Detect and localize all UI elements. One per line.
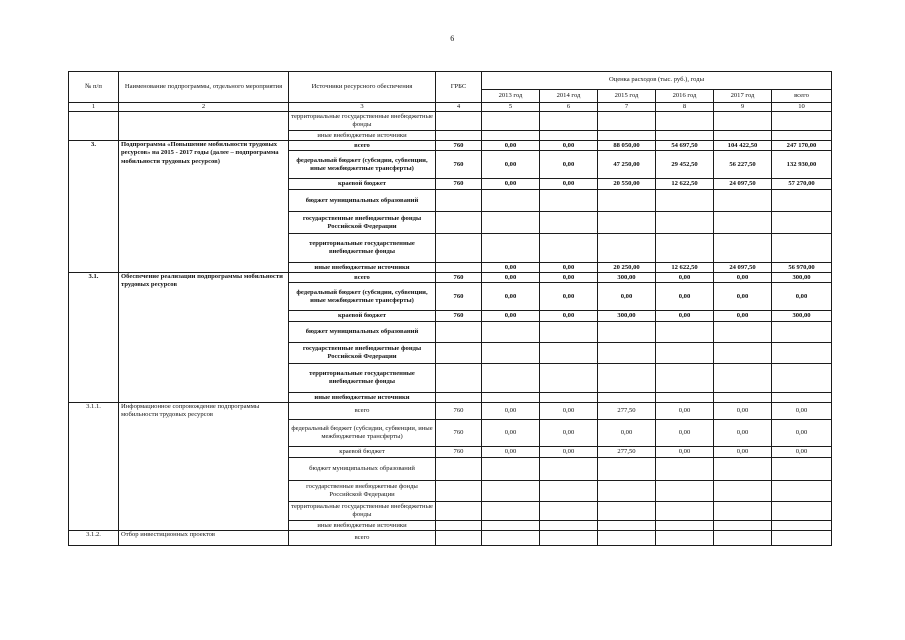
value-cell xyxy=(482,364,540,393)
value-cell: 0,00 xyxy=(714,447,772,458)
value-cell: 0,00 xyxy=(540,273,598,283)
value-cell xyxy=(656,322,714,343)
empty-cell xyxy=(598,131,656,141)
value-cell xyxy=(482,322,540,343)
grbs-cell xyxy=(436,531,482,546)
value-cell xyxy=(598,531,656,546)
value-cell xyxy=(656,502,714,521)
source-cell: иные внебюджетные источники xyxy=(289,263,436,273)
value-cell: 0,00 xyxy=(598,283,656,311)
value-cell xyxy=(482,458,540,481)
year-2014: 2014 год xyxy=(540,90,598,103)
value-cell xyxy=(598,212,656,234)
value-cell xyxy=(772,502,832,521)
value-cell: 0,00 xyxy=(482,420,540,447)
section-number: 3. xyxy=(69,141,119,273)
value-cell xyxy=(772,458,832,481)
value-cell: 0,00 xyxy=(772,403,832,420)
value-cell: 0,00 xyxy=(714,273,772,283)
grbs-cell: 760 xyxy=(436,420,482,447)
value-cell xyxy=(714,531,772,546)
empty-cell xyxy=(482,131,540,141)
value-cell xyxy=(772,190,832,212)
value-cell xyxy=(598,322,656,343)
column-number: 4 xyxy=(436,103,482,112)
grbs-cell: 760 xyxy=(436,447,482,458)
value-cell: 277,50 xyxy=(598,403,656,420)
grbs-cell xyxy=(436,364,482,393)
empty-cell xyxy=(656,131,714,141)
grbs-cell xyxy=(436,458,482,481)
value-cell: 0,00 xyxy=(482,151,540,179)
source-cell: всего xyxy=(289,141,436,151)
value-cell: 0,00 xyxy=(656,311,714,322)
value-cell: 0,00 xyxy=(714,420,772,447)
value-cell: 300,00 xyxy=(772,273,832,283)
grbs-cell xyxy=(436,212,482,234)
page-number: 6 xyxy=(450,34,455,43)
grbs-cell: 760 xyxy=(436,403,482,420)
empty-cell xyxy=(540,131,598,141)
value-cell xyxy=(714,393,772,403)
grbs-cell xyxy=(436,190,482,212)
value-cell: 0,00 xyxy=(482,179,540,190)
value-cell: 0,00 xyxy=(482,447,540,458)
source-cell: краевой бюджет xyxy=(289,311,436,322)
value-cell: 0,00 xyxy=(540,151,598,179)
value-cell xyxy=(598,481,656,502)
empty-cell xyxy=(119,112,289,141)
value-cell xyxy=(772,521,832,531)
value-cell xyxy=(540,531,598,546)
value-cell: 300,00 xyxy=(598,311,656,322)
value-cell xyxy=(482,502,540,521)
value-cell xyxy=(656,458,714,481)
source-cell: краевой бюджет xyxy=(289,447,436,458)
grbs-cell: 760 xyxy=(436,179,482,190)
table-row xyxy=(69,141,832,151)
value-cell: 56 227,50 xyxy=(714,151,772,179)
empty-cell xyxy=(772,131,832,141)
value-cell: 0,00 xyxy=(772,420,832,447)
section-title: Отбор инвестиционных проектов xyxy=(119,531,289,546)
section-number: 3.1.2. xyxy=(69,531,119,546)
section-title: Обеспечение реализации подпрограммы мобильности трудовых ресурсов xyxy=(119,273,289,403)
value-cell: 0,00 xyxy=(598,420,656,447)
value-cell: 0,00 xyxy=(540,403,598,420)
grbs-cell xyxy=(436,263,482,273)
value-cell: 0,00 xyxy=(482,273,540,283)
empty-cell xyxy=(598,112,656,131)
column-number: 5 xyxy=(482,103,540,112)
value-cell xyxy=(772,212,832,234)
value-cell xyxy=(656,531,714,546)
value-cell xyxy=(656,481,714,502)
source-cell: государственные внебюджетные фонды Российской Федерации xyxy=(289,343,436,364)
value-cell xyxy=(482,212,540,234)
value-cell xyxy=(598,458,656,481)
value-cell xyxy=(714,502,772,521)
grbs-cell xyxy=(436,521,482,531)
section-title: Информационное сопровождение подпрограммы мобильности трудовых ресурсов xyxy=(119,403,289,531)
value-cell xyxy=(714,212,772,234)
value-cell xyxy=(772,481,832,502)
source-cell: федеральный бюджет (субсидии, субвенции, иные межбюджетные трансферты) xyxy=(289,420,436,447)
value-cell xyxy=(540,364,598,393)
value-cell: 0,00 xyxy=(540,263,598,273)
value-cell xyxy=(540,343,598,364)
source-cell: всего xyxy=(289,403,436,420)
value-cell xyxy=(598,364,656,393)
value-cell: 47 250,00 xyxy=(598,151,656,179)
value-cell xyxy=(772,364,832,393)
year-2016: 2016 год xyxy=(656,90,714,103)
source-cell: всего xyxy=(289,273,436,283)
value-cell: 132 930,00 xyxy=(772,151,832,179)
column-number: 10 xyxy=(772,103,832,112)
value-cell: 277,50 xyxy=(598,447,656,458)
grbs-cell: 760 xyxy=(436,141,482,151)
header-num: № п/п xyxy=(69,72,119,103)
value-cell xyxy=(714,343,772,364)
empty-cell xyxy=(656,112,714,131)
value-cell xyxy=(540,481,598,502)
source-cell: иные внебюджетные источники xyxy=(289,131,436,141)
table-row xyxy=(69,531,832,546)
value-cell: 0,00 xyxy=(540,283,598,311)
section-title: Подпрограмма «Повышение мобильности трудовых ресурсов» на 2015 - 2017 годы (далее – подпрограмма мобильности трудовых ресурсов) xyxy=(119,141,289,273)
value-cell xyxy=(540,212,598,234)
value-cell xyxy=(656,393,714,403)
source-cell: бюджет муниципальных образований xyxy=(289,322,436,343)
source-cell: государственные внебюджетные фонды Российской Федерации xyxy=(289,481,436,502)
value-cell: 300,00 xyxy=(598,273,656,283)
value-cell xyxy=(482,190,540,212)
source-cell: бюджет муниципальных образований xyxy=(289,190,436,212)
value-cell xyxy=(772,234,832,263)
empty-cell xyxy=(482,112,540,131)
value-cell xyxy=(598,502,656,521)
value-cell: 247 170,00 xyxy=(772,141,832,151)
column-number: 1 xyxy=(69,103,119,112)
source-cell: государственные внебюджетные фонды Российской Федерации xyxy=(289,212,436,234)
section-number: 3.1.1. xyxy=(69,403,119,531)
value-cell: 56 970,00 xyxy=(772,263,832,273)
header-source: Источники ресурсного обеспечения xyxy=(289,72,436,103)
value-cell: 0,00 xyxy=(714,283,772,311)
value-cell xyxy=(772,343,832,364)
value-cell xyxy=(598,521,656,531)
source-cell: краевой бюджет xyxy=(289,179,436,190)
value-cell: 0,00 xyxy=(714,403,772,420)
source-cell: федеральный бюджет (субсидии, субвенции, иные межбюджетные трансферты) xyxy=(289,283,436,311)
value-cell xyxy=(540,458,598,481)
value-cell: 24 097,50 xyxy=(714,263,772,273)
source-cell: территориальные государственные внебюджетные фонды xyxy=(289,502,436,521)
source-cell: иные внебюджетные источники xyxy=(289,521,436,531)
value-cell: 0,00 xyxy=(656,420,714,447)
value-cell: 0,00 xyxy=(656,447,714,458)
grbs-cell: 760 xyxy=(436,311,482,322)
value-cell xyxy=(598,393,656,403)
table-row xyxy=(69,112,832,131)
value-cell xyxy=(540,502,598,521)
column-number: 9 xyxy=(714,103,772,112)
header-name: Наименование подпрограммы, отдельного мероприятия xyxy=(119,72,289,103)
value-cell: 20 550,00 xyxy=(598,179,656,190)
value-cell: 12 622,50 xyxy=(656,263,714,273)
value-cell xyxy=(482,531,540,546)
value-cell: 0,00 xyxy=(656,283,714,311)
header-row xyxy=(69,72,832,90)
value-cell xyxy=(772,531,832,546)
grbs-cell xyxy=(436,502,482,521)
source-cell: бюджет муниципальных образований xyxy=(289,458,436,481)
value-cell: 0,00 xyxy=(540,447,598,458)
column-number: 2 xyxy=(119,103,289,112)
value-cell xyxy=(482,393,540,403)
table-row xyxy=(69,273,832,283)
value-cell: 0,00 xyxy=(656,403,714,420)
value-cell: 0,00 xyxy=(540,179,598,190)
table-body xyxy=(69,72,832,546)
value-cell: 0,00 xyxy=(772,283,832,311)
header-grbs: ГРБС xyxy=(436,72,482,103)
source-cell: иные внебюджетные источники xyxy=(289,393,436,403)
column-number-row xyxy=(69,103,832,112)
header-estimate: Оценка расходов (тыс. руб.), годы xyxy=(482,72,832,90)
value-cell xyxy=(656,343,714,364)
value-cell xyxy=(598,343,656,364)
empty-cell xyxy=(772,112,832,131)
value-cell xyxy=(598,190,656,212)
empty-cell xyxy=(540,112,598,131)
value-cell xyxy=(482,234,540,263)
value-cell xyxy=(714,458,772,481)
value-cell xyxy=(714,322,772,343)
value-cell: 0,00 xyxy=(482,311,540,322)
empty-cell xyxy=(714,131,772,141)
grbs-cell xyxy=(436,343,482,364)
empty-cell xyxy=(714,112,772,131)
value-cell: 0,00 xyxy=(714,311,772,322)
value-cell xyxy=(598,234,656,263)
value-cell: 24 097,50 xyxy=(714,179,772,190)
value-cell xyxy=(656,521,714,531)
year-2013: 2013 год xyxy=(482,90,540,103)
table-row xyxy=(69,403,832,420)
value-cell xyxy=(656,364,714,393)
empty-cell xyxy=(436,131,482,141)
value-cell xyxy=(772,393,832,403)
value-cell: 0,00 xyxy=(540,420,598,447)
grbs-cell: 760 xyxy=(436,273,482,283)
value-cell: 0,00 xyxy=(482,141,540,151)
empty-cell xyxy=(69,112,119,141)
grbs-cell: 760 xyxy=(436,283,482,311)
value-cell xyxy=(482,343,540,364)
value-cell: 0,00 xyxy=(772,447,832,458)
value-cell: 0,00 xyxy=(482,403,540,420)
value-cell xyxy=(656,212,714,234)
value-cell xyxy=(714,364,772,393)
value-cell xyxy=(540,190,598,212)
value-cell xyxy=(540,521,598,531)
column-number: 8 xyxy=(656,103,714,112)
value-cell xyxy=(540,234,598,263)
value-cell: 12 622,50 xyxy=(656,179,714,190)
value-cell: 29 452,50 xyxy=(656,151,714,179)
column-number: 6 xyxy=(540,103,598,112)
source-cell: федеральный бюджет (субсидии, субвенции, иные межбюджетные трансферты) xyxy=(289,151,436,179)
grbs-cell xyxy=(436,322,482,343)
value-cell xyxy=(482,481,540,502)
grbs-cell xyxy=(436,234,482,263)
value-cell xyxy=(714,521,772,531)
column-number: 3 xyxy=(289,103,436,112)
value-cell xyxy=(656,234,714,263)
value-cell: 0,00 xyxy=(540,311,598,322)
value-cell: 104 422,50 xyxy=(714,141,772,151)
value-cell: 0,00 xyxy=(482,263,540,273)
column-number: 7 xyxy=(598,103,656,112)
year-2017: 2017 год xyxy=(714,90,772,103)
grbs-cell xyxy=(436,481,482,502)
value-cell xyxy=(540,322,598,343)
value-cell xyxy=(714,234,772,263)
year-2015: 2015 год xyxy=(598,90,656,103)
grbs-cell xyxy=(436,393,482,403)
value-cell xyxy=(772,322,832,343)
grbs-cell: 760 xyxy=(436,151,482,179)
value-cell xyxy=(714,481,772,502)
value-cell: 88 050,00 xyxy=(598,141,656,151)
value-cell: 0,00 xyxy=(482,283,540,311)
value-cell xyxy=(714,190,772,212)
value-cell: 0,00 xyxy=(540,141,598,151)
section-number: 3.1. xyxy=(69,273,119,403)
value-cell xyxy=(482,521,540,531)
value-cell xyxy=(540,393,598,403)
source-cell: территориальные государственные внебюджетные фонды xyxy=(289,364,436,393)
year-total: всего xyxy=(772,90,832,103)
value-cell: 57 270,00 xyxy=(772,179,832,190)
value-cell xyxy=(656,190,714,212)
value-cell: 54 697,50 xyxy=(656,141,714,151)
value-cell: 20 250,00 xyxy=(598,263,656,273)
empty-cell xyxy=(436,112,482,131)
value-cell: 0,00 xyxy=(656,273,714,283)
budget-table xyxy=(68,71,832,546)
source-cell: всего xyxy=(289,531,436,546)
value-cell: 300,00 xyxy=(772,311,832,322)
source-cell: территориальные государственные внебюджетные фонды xyxy=(289,112,436,131)
source-cell: территориальные государственные внебюджетные фонды xyxy=(289,234,436,263)
